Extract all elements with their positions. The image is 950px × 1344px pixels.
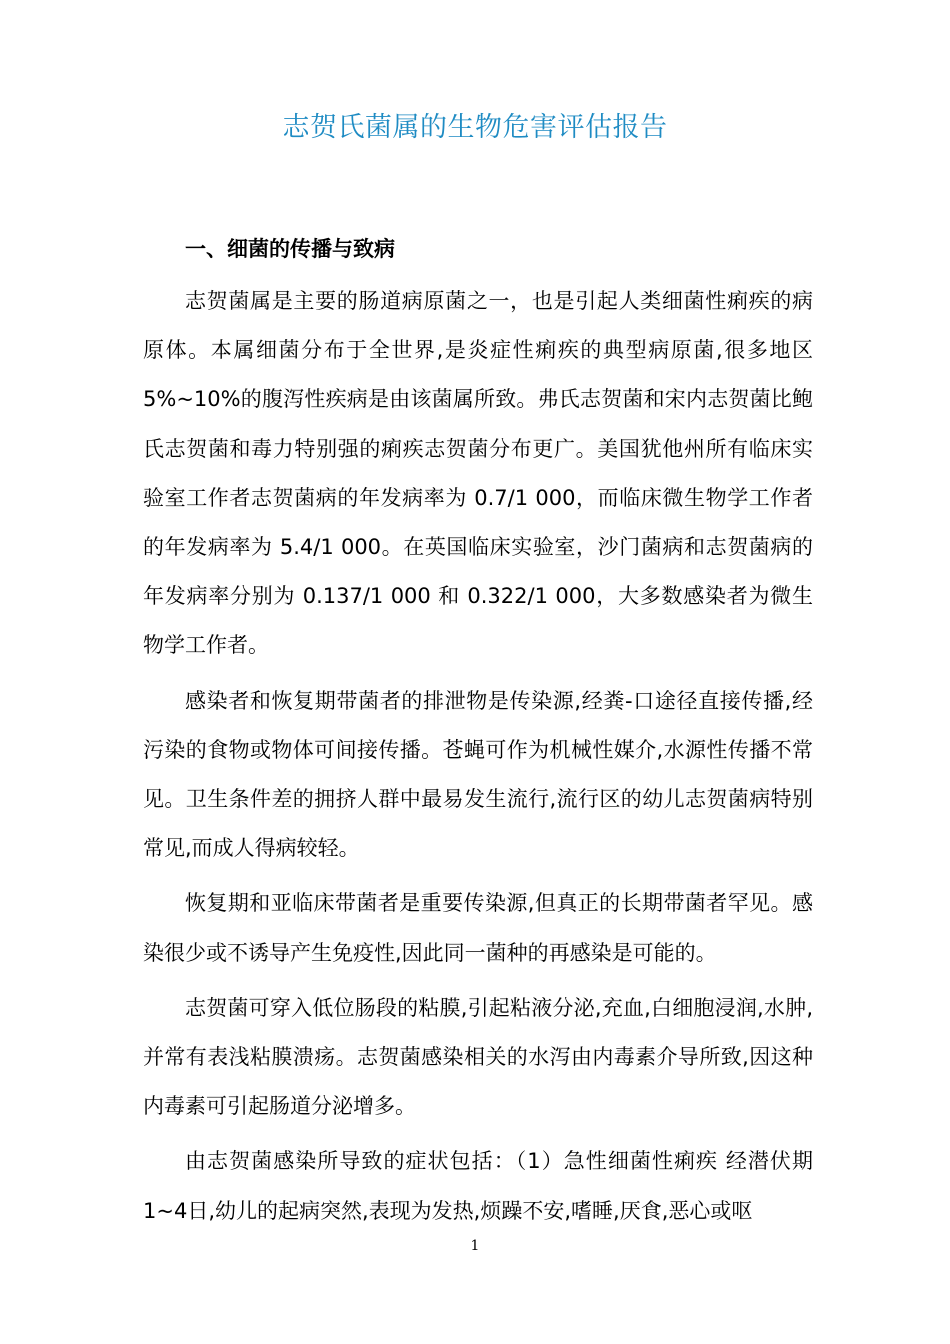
document-title: 志贺氏菌属的生物危害评估报告 [282, 112, 668, 143]
paragraph-transmission-routes: 感染者和恢复期带菌者的排泄物是传染源,经粪-口途径直接传播,经污染的食物或物体可间接传播。苍蝇可作为机械性媒介,水源性传播不常见。卫生条件差的拥挤人群中最易发生流行,流行区的幼儿志贺菌病特别常见,而成人得病较轻。 [143, 688, 813, 861]
section-heading: 一、细菌的传播与致病 [185, 237, 395, 261]
paragraph-pathogenesis: 志贺菌可穿入低位肠段的粘膜,引起粘液分泌,充血,白细胞浸润,水肿,并常有表浅粘膜溃疡。志贺菌感染相关的水泻由内毒素介导所致,因这种内毒素可引起肠道分泌增多。 [143, 995, 813, 1119]
paragraph-symptoms: 由志贺菌感染所导致的症状包括：（1）急性细菌性痢疾 经潜伏期1~4日,幼儿的起病突然,表现为发热,烦躁不安,嗜睡,厌食,恶心或呕 [143, 1149, 813, 1223]
paragraph-carriers: 恢复期和亚临床带菌者是重要传染源,但真正的长期带菌者罕见。感染很少或不诱导产生免疫性,因此同一菌种的再感染是可能的。 [143, 891, 813, 965]
paragraph-transmission-overview: 志贺菌属是主要的肠道病原菌之一，也是引起人类细菌性痢疾的病原体。本属细菌分布于全世界,是炎症性痢疾的典型病原菌,很多地区 5%~10%的腹泻性疾病是由该菌属所致。弗氏志贺菌和宋内志贺菌比鲍氏志贺菌和毒力特别强的痢疾志贺菌分布更广。美国犹他州所有临床实验室工作者志贺菌病的年发病率为 0.7/1 000，而临床微生物学工作者的年发病率为 5.4/1 000。在英国临床实验室，沙门菌病和志贺菌病的年发病率分别为 0.137/1 000 和 0.322/1 000，大多数感染者为微生物学工作者。 [143, 289, 813, 658]
page-number: 1 [470, 1238, 480, 1254]
document-body [143, 228, 813, 1242]
